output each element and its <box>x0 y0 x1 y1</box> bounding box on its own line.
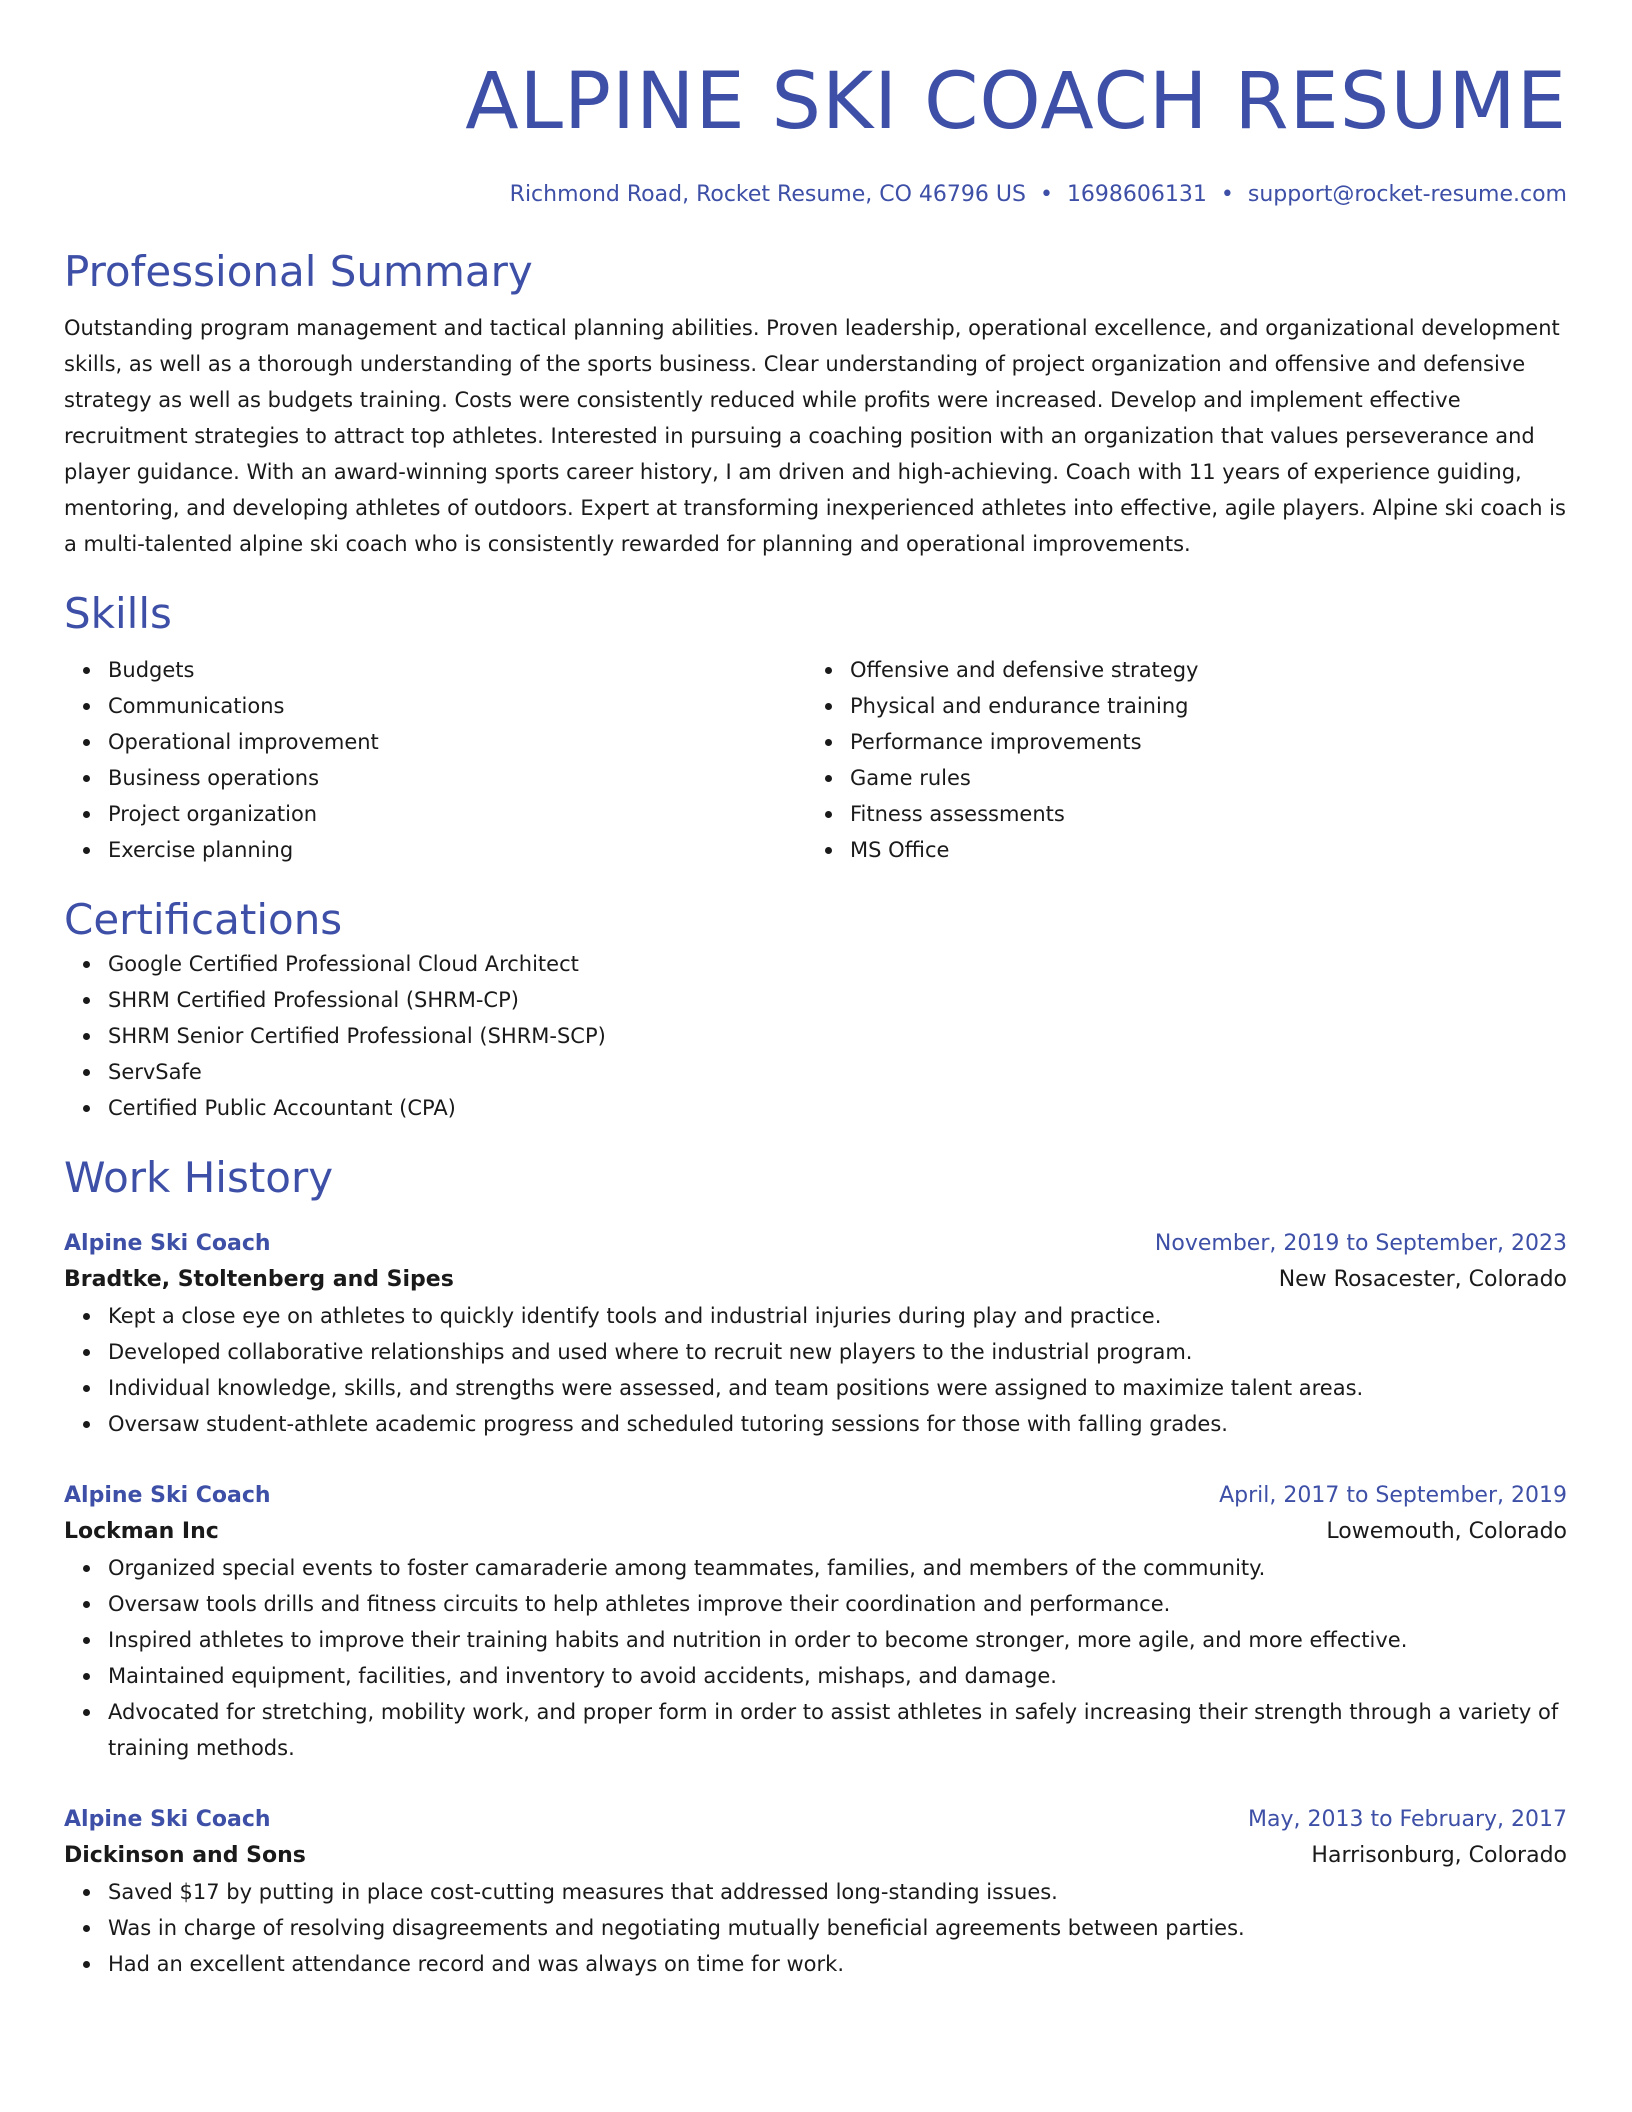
job-bullet: Developed collaborative relationships and used where to recruit new players to the industrial program. <box>108 1334 1567 1370</box>
job-company-row <box>64 1514 1567 1550</box>
contact-line <box>64 180 1567 210</box>
skill-item: Project organization <box>108 796 806 832</box>
job-company: Lockman Inc <box>64 1519 219 1544</box>
job-bullet: Individual knowledge, skills, and strengths were assessed, and team positions were assigned to maximize talent areas. <box>108 1370 1567 1406</box>
job-company: Bradtke, Stoltenberg and Sipes <box>64 1267 454 1292</box>
summary-text: Outstanding program management and tactical planning abilities. Proven leadership, operational excellence, and organizational development skills, as well as a thorough understanding of the sports business. Clear understanding of project organization and offensive and defensive strategy as well as budgets training. Costs were consistently reduced while profits were increased. Develop and implement effective recruitment strategies to attract top athletes. Interested in pursuing a coaching position with an organization that values perseverance and player guidance. With an award-winning sports career history, I am driven and high-achieving. Coach with 11 years of experience guiding, mentoring, and developing athletes of outdoors. Expert at transforming inexperienced athletes into effective, agile players. Alpine ski coach is a multi-talented alpine ski coach who is consistently rewarded for planning and operational improvements. <box>64 316 1566 556</box>
skill-item: Exercise planning <box>108 832 806 868</box>
job-company-row <box>64 1262 1567 1298</box>
resume-title: ALPINE SKI COACH RESUME <box>465 57 1567 147</box>
job-bullet: Oversaw tools drills and fitness circuits to help athletes improve their coordination and performance. <box>108 1586 1567 1622</box>
contact-separator: • <box>1220 182 1234 207</box>
skills-list-left <box>64 652 806 868</box>
job-dates: April, 2017 to September, 2019 <box>1219 1483 1567 1508</box>
certification-item: Google Certified Professional Cloud Architect <box>108 946 1567 982</box>
skill-item: Physical and endurance training <box>850 688 1548 724</box>
skills-heading: Skills <box>64 589 172 638</box>
certification-item: ServSafe <box>108 1054 1567 1090</box>
work-history-heading: Work History <box>64 1153 334 1202</box>
certification-item: SHRM Certified Professional (SHRM-CP) <box>108 982 1567 1018</box>
job-company-row <box>64 1838 1567 1874</box>
certification-item: SHRM Senior Certified Professional (SHRM-SCP) <box>108 1018 1567 1054</box>
contact-email[interactable]: support@rocket-resume.com <box>1247 182 1567 207</box>
job-location: New Rosacester, Colorado <box>1278 1267 1567 1292</box>
job-bullet: Advocated for stretching, mobility work, and proper form in order to assist athletes in safely increasing their strength through a variety of training methods. <box>108 1694 1567 1766</box>
job-bullet-list <box>64 1298 1567 1442</box>
job-bullet: Was in charge of resolving disagreements and negotiating mutually beneficial agreements between parties. <box>108 1910 1567 1946</box>
contact-phone: 1698606131 <box>1066 182 1207 207</box>
skill-item: Communications <box>108 688 806 724</box>
certifications-section <box>64 894 1567 1126</box>
job-entry <box>64 1478 1567 1766</box>
resume-page <box>64 52 1567 1982</box>
job-bullet-list <box>64 1874 1567 1982</box>
skill-item: Game rules <box>850 760 1548 796</box>
job-bullet: Oversaw student-athlete academic progress and scheduled tutoring sessions for those with falling grades. <box>108 1406 1567 1442</box>
contact-separator: • <box>1039 182 1053 207</box>
job-title-row <box>64 1478 1567 1514</box>
job-dates: May, 2013 to February, 2017 <box>1248 1807 1567 1832</box>
job-company: Dickinson and Sons <box>64 1843 306 1868</box>
job-bullet-list <box>64 1550 1567 1766</box>
skill-item: Fitness assessments <box>850 796 1548 832</box>
skills-section <box>64 588 1567 868</box>
skill-item: Budgets <box>108 652 806 688</box>
job-bullet: Inspired athletes to improve their training habits and nutrition in order to become stronger, more agile, and more effective. <box>108 1622 1567 1658</box>
summary-section <box>64 246 1567 562</box>
skills-list-right <box>806 652 1548 868</box>
job-title: Alpine Ski Coach <box>64 1231 271 1256</box>
job-entry <box>64 1802 1567 1982</box>
skills-grid <box>64 652 1567 868</box>
certification-item: Certified Public Accountant (CPA) <box>108 1090 1567 1126</box>
skill-item: Offensive and defensive strategy <box>850 652 1548 688</box>
job-bullet: Saved $17 by putting in place cost-cutting measures that addressed long-standing issues. <box>108 1874 1567 1910</box>
work-history-section <box>64 1152 1567 1982</box>
skills-column-right <box>806 652 1548 868</box>
job-bullet: Had an excellent attendance record and was always on time for work. <box>108 1946 1567 1982</box>
contact-address: Richmond Road, Rocket Resume, CO 46796 US <box>509 182 1026 207</box>
job-title: Alpine Ski Coach <box>64 1807 271 1832</box>
skills-column-left <box>64 652 806 868</box>
job-title-row <box>64 1226 1567 1262</box>
job-location: Harrisonburg, Colorado <box>1311 1843 1567 1868</box>
certifications-list <box>64 946 1567 1126</box>
job-bullet: Maintained equipment, facilities, and inventory to avoid accidents, mishaps, and damage. <box>108 1658 1567 1694</box>
skill-item: Operational improvement <box>108 724 806 760</box>
job-bullet: Organized special events to foster camaraderie among teammates, families, and members of the community. <box>108 1550 1567 1586</box>
certifications-heading: Certifications <box>64 895 343 944</box>
job-title-row <box>64 1802 1567 1838</box>
skill-item: MS Office <box>850 832 1548 868</box>
job-location: Lowemouth, Colorado <box>1326 1519 1567 1544</box>
summary-heading: Professional Summary <box>64 247 533 296</box>
job-bullet: Kept a close eye on athletes to quickly identify tools and industrial injuries during play and practice. <box>108 1298 1567 1334</box>
skill-item: Business operations <box>108 760 806 796</box>
resume-header <box>64 52 1567 210</box>
job-title: Alpine Ski Coach <box>64 1483 271 1508</box>
skill-item: Performance improvements <box>850 724 1548 760</box>
job-dates: November, 2019 to September, 2023 <box>1154 1231 1567 1256</box>
job-entry <box>64 1226 1567 1442</box>
